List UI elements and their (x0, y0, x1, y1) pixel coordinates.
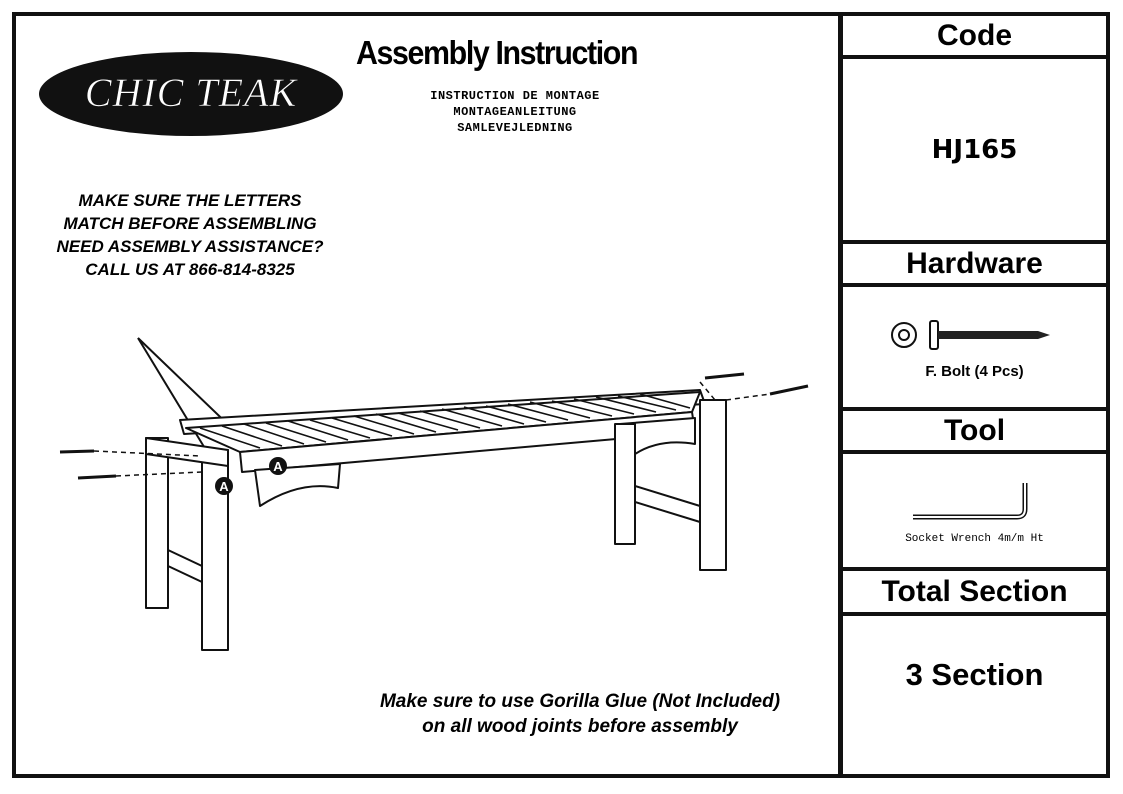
glue-note (340, 689, 820, 739)
assembly-notice (30, 189, 350, 281)
marker-a (269, 457, 287, 475)
hardware-cell (843, 287, 1106, 407)
subtitle-danish: SAMLEVEJLEDNING (457, 121, 573, 135)
brand-logo (38, 51, 344, 137)
bolt-icon (78, 476, 116, 478)
bolt-icon (60, 451, 94, 452)
notice-line: MATCH BEFORE ASSEMBLING (63, 214, 317, 233)
marker-a (215, 477, 233, 495)
notice-line: MAKE SURE THE LETTERS (78, 191, 302, 210)
total-section-header: Total Section (881, 574, 1068, 608)
left-back-leg (146, 438, 168, 608)
bolt-icon (705, 374, 744, 378)
bolt-washer-icon (890, 315, 1060, 355)
front-apron (255, 464, 340, 506)
tool-cell (843, 454, 1106, 567)
subtitle-french: INSTRUCTION DE MONTAGE (430, 89, 600, 103)
socket-wrench-icon (905, 477, 1045, 527)
code-header: Code (937, 18, 1012, 52)
right-front-leg (700, 400, 726, 570)
total-section-value: 3 Section (905, 657, 1044, 692)
code-value: HJ165 (931, 134, 1018, 165)
notice-line: NEED ASSEMBLY ASSISTANCE? (56, 237, 324, 256)
glue-line: Make sure to use Gorilla Glue (Not Included) (379, 691, 781, 712)
tool-caption: Socket Wrench 4m/m Ht (905, 532, 1044, 545)
svg-text:A: A (219, 479, 229, 494)
bolt-icon (770, 386, 808, 394)
hardware-caption: F. Bolt (4 Pcs) (925, 362, 1024, 380)
page-title: Assembly Instruction (356, 34, 638, 71)
right-stretcher (635, 486, 700, 522)
notice-phone: CALL US AT 866-814-8325 (85, 260, 295, 279)
subtitle-german: MONTAGEANLEITUNG (453, 105, 577, 119)
glue-line: on all wood joints before assembly (422, 716, 738, 737)
svg-text:A: A (273, 459, 283, 474)
tool-header: Tool (943, 413, 1006, 447)
bench-assembly-diagram (50, 320, 830, 670)
right-back-leg (615, 424, 635, 544)
left-stretcher (168, 550, 202, 582)
translated-titles (395, 88, 635, 136)
brand-text: CHIC TEAK (84, 70, 298, 115)
hardware-header: Hardware (906, 246, 1043, 280)
